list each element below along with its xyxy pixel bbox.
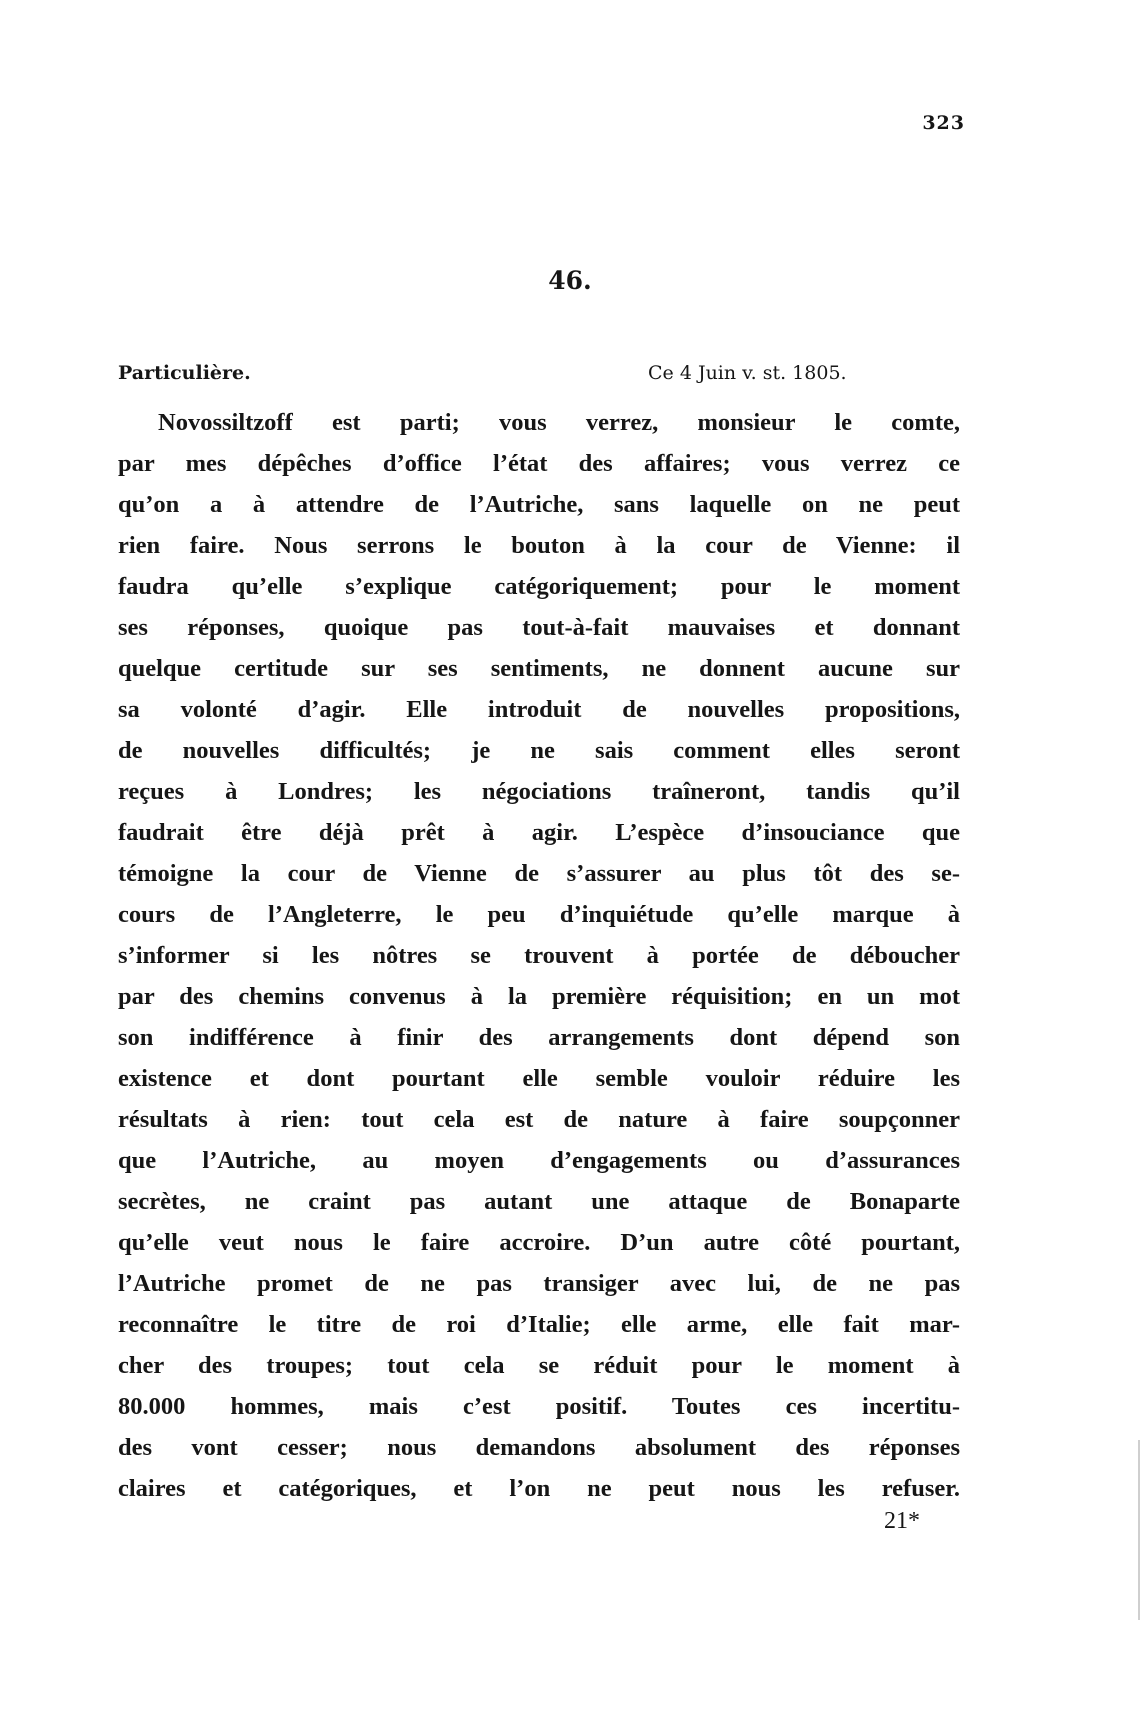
- text-line: que l’Autriche, au moyen d’engagements ou d’assurances: [118, 1147, 960, 1174]
- text-line: des vont cesser; nous demandons absolument des réponses: [118, 1434, 960, 1461]
- text-line: résultats à rien: tout cela est de nature à faire soupçonner: [118, 1106, 960, 1133]
- text-line: sa volonté d’agir. Elle introduit de nouvelles propositions,: [118, 696, 960, 723]
- text-line: claires et catégoriques, et l’on ne peut nous les refuser.: [118, 1475, 960, 1502]
- text-line: existence et dont pourtant elle semble vouloir réduire les: [118, 1065, 960, 1092]
- text-line: de nouvelles difficultés; je ne sais comment elles seront: [118, 737, 960, 764]
- text-line: l’Autriche promet de ne pas transiger avec lui, de ne pas: [118, 1270, 960, 1297]
- text-line: son indifférence à finir des arrangements dont dépend son: [118, 1024, 960, 1051]
- text-line: témoigne la cour de Vienne de s’assurer au plus tôt des se-: [118, 860, 960, 887]
- text-line: faudra qu’elle s’explique catégoriquement; pour le moment: [118, 573, 960, 600]
- text-line: par des chemins convenus à la première réquisition; en un mot: [118, 983, 960, 1010]
- letter-date: Ce 4 Juin v. st. 1805.: [648, 362, 847, 384]
- letter-type-label: Particulière.: [118, 362, 251, 384]
- document-number: 46.: [548, 266, 592, 295]
- text-line: ses réponses, quoique pas tout-à-fait mauvaises et donnant: [118, 614, 960, 641]
- text-line: Novossiltzoff est parti; vous verrez, monsieur le comte,: [158, 409, 960, 436]
- text-line: 80.000 hommes, mais c’est positif. Toutes ces incertitu-: [118, 1393, 960, 1420]
- text-line: quelque certitude sur ses sentiments, ne donnent aucune sur: [118, 655, 960, 682]
- text-line: reconnaître le titre de roi d’Italie; elle arme, elle fait mar-: [118, 1311, 960, 1338]
- text-line: s’informer si les nôtres se trouvent à portée de déboucher: [118, 942, 960, 969]
- letter-body: [118, 402, 960, 1509]
- text-line: cher des troupes; tout cela se réduit pour le moment à: [118, 1352, 960, 1379]
- text-line: qu’elle veut nous le faire accroire. D’un autre côté pourtant,: [118, 1229, 960, 1256]
- text-line: cours de l’Angleterre, le peu d’inquiétude qu’elle marque à: [118, 901, 960, 928]
- text-line: par mes dépêches d’office l’état des affaires; vous verrez ce: [118, 450, 960, 477]
- text-line: secrètes, ne craint pas autant une attaque de Bonaparte: [118, 1188, 960, 1215]
- signature-mark: 21*: [884, 1508, 920, 1534]
- text-line: qu’on a à attendre de l’Autriche, sans laquelle on ne peut: [118, 491, 960, 518]
- page-number: 323: [922, 112, 965, 134]
- text-line: rien faire. Nous serrons le bouton à la cour de Vienne: il: [118, 532, 960, 559]
- text-line: reçues à Londres; les négociations traîneront, tandis qu’il: [118, 778, 960, 805]
- text-line: faudrait être déjà prêt à agir. L’espèce d’insouciance que: [118, 819, 960, 846]
